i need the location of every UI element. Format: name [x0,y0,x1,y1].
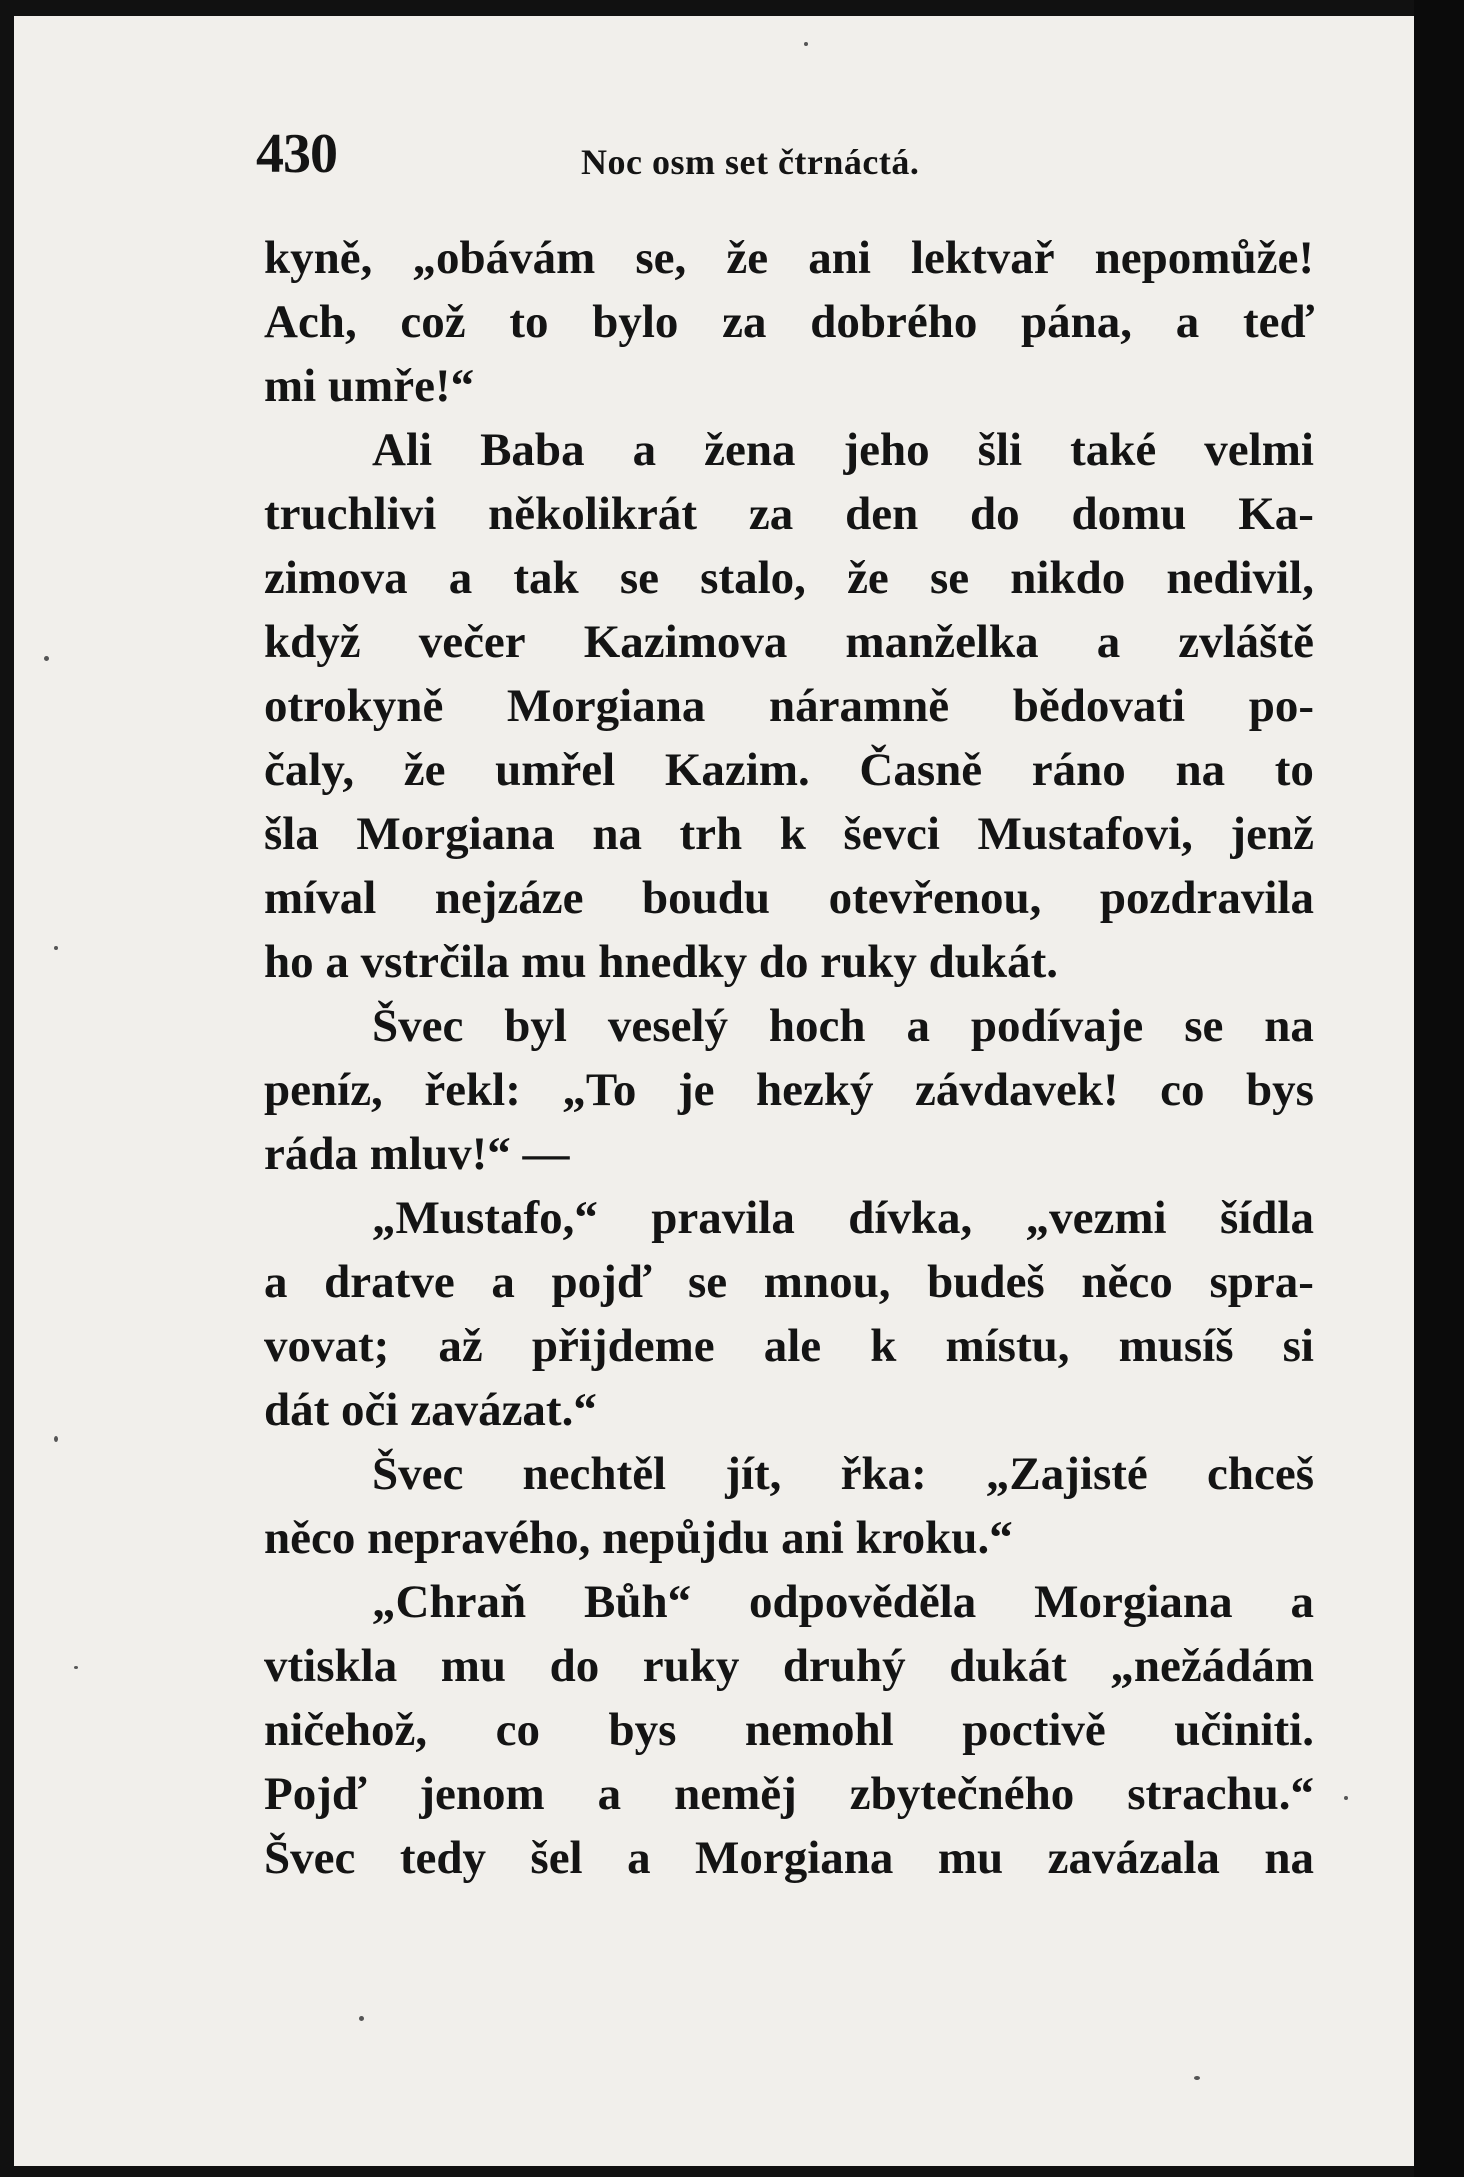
word: čaly, [264,744,355,796]
word: ruky [642,1640,740,1692]
word: nedivil, [1166,552,1314,604]
text-line [264,802,1314,866]
word: že [726,232,769,284]
word: chceš [1206,1448,1314,1500]
word: tedy [399,1832,486,1884]
word: řekl: [424,1064,521,1116]
word: boudu [642,872,771,924]
word: podívaje [970,1000,1144,1052]
text-line [264,290,1314,354]
word: a [1175,296,1200,348]
word: spra- [1209,1256,1314,1308]
word: několikrát [488,488,698,540]
word: si [1282,1320,1314,1372]
word: „obávám [412,232,596,284]
word: a [1096,616,1121,668]
word: se [619,552,659,604]
word: šel [530,1832,583,1884]
word: jenž [1230,808,1314,860]
word: trh [679,808,743,860]
text-line [264,674,1314,738]
word: místu, [945,1320,1070,1372]
paper-speck [359,2016,364,2021]
word: a [597,1768,622,1820]
word: Ali [372,424,433,476]
text-line: mi umře!“ [264,360,475,412]
word: truchlivi [264,488,437,540]
word: otrokyně [264,680,444,732]
word: na [1264,1000,1314,1052]
word: se [1184,1000,1224,1052]
text-line [264,738,1314,802]
word: k [779,808,806,860]
word: na [592,808,642,860]
word: pojď [551,1256,652,1308]
word: zvláště [1178,616,1314,668]
word: strachu.“ [1127,1768,1314,1820]
word: a [448,552,473,604]
paper-speck [804,42,808,46]
text-line [264,1058,1314,1122]
text-line [264,482,1314,546]
word: pravila [651,1192,795,1244]
word: šídla [1219,1192,1314,1244]
word: lektvař [911,232,1055,284]
word: Pojď [264,1768,367,1820]
word: ničehož, [264,1704,428,1756]
paper-speck [1344,1796,1348,1800]
word: až [438,1320,483,1372]
word: dukát [949,1640,1067,1692]
text-line [264,1570,1314,1634]
word: veselý [607,1000,728,1052]
word: „Chraň [372,1576,527,1628]
word: dívka, [848,1192,973,1244]
word: zbytečného [849,1768,1075,1820]
word: zavázala [1047,1832,1220,1884]
word: na [1264,1832,1314,1884]
word: co [495,1704,541,1756]
word: byl [504,1000,567,1052]
text-line [264,418,1314,482]
book-spine-shadow [1414,0,1464,2177]
word: poctivě [962,1704,1106,1756]
word: Morgiana [356,808,555,860]
word: Kazimova [583,616,788,668]
word: neměj [674,1768,797,1820]
word: nechtěl [522,1448,667,1500]
word: se [687,1256,728,1308]
word: to [1274,744,1314,796]
word: umřel [495,744,616,796]
word: zimova [264,552,408,604]
word: a [264,1256,288,1308]
word: mnou, [763,1256,891,1308]
word: jenom [419,1768,545,1820]
word: vovat; [264,1320,390,1372]
word: Švec [264,1832,356,1884]
word: a [491,1256,515,1308]
text-line: ho a vstrčila mu hnedky do ruky dukát. [264,936,1058,988]
word: do [549,1640,600,1692]
text-line [264,1250,1314,1314]
word: Mustafovi, [977,808,1193,860]
word: ševci [843,808,940,860]
text-line: ráda mluv!“ — [264,1128,570,1180]
word: Švec [372,1000,464,1052]
word: když [264,616,361,668]
word: kyně, [264,232,373,284]
word: závdavek! [914,1064,1119,1116]
word: a [1290,1576,1314,1628]
word: vtiskla [264,1640,398,1692]
word: do [970,488,1020,540]
word: „vezmi [1025,1192,1167,1244]
text-line [264,1442,1314,1506]
word: budeš [927,1256,1045,1308]
body-text [264,226,1314,1890]
word: ráno [1031,744,1126,796]
word: „Zajisté [985,1448,1148,1500]
word: také [1070,424,1157,476]
word: nemohl [744,1704,894,1756]
word: Kazim. [664,744,810,796]
word: a [627,1832,651,1884]
word: za [748,488,794,540]
text-line [264,994,1314,1058]
word: dobrého [810,296,978,348]
word: přijdeme [531,1320,715,1372]
word: nepomůže! [1094,232,1314,284]
word: se [929,552,970,604]
word: odpověděla [749,1576,977,1628]
word: po- [1248,680,1314,732]
word: nejzáze [434,872,584,924]
word: pána, [1021,296,1133,348]
word: dratve [324,1256,455,1308]
word: hoch [768,1000,866,1052]
word: den [845,488,919,540]
word: nikdo [1010,552,1126,604]
word: musíš [1118,1320,1234,1372]
word: mu [937,1832,1004,1884]
word: tak [513,552,579,604]
word: Ka- [1238,488,1314,540]
paper-speck [54,946,58,950]
word: manželka [845,616,1039,668]
word: domu [1071,488,1187,540]
word: a [906,1000,930,1052]
word: jeho [843,424,930,476]
text-line [264,1314,1314,1378]
word: což [400,296,466,348]
text-line [264,1762,1314,1826]
text-line [264,1826,1314,1890]
word: za [722,296,767,348]
text-line: něco nepravého, nepůjdu ani kroku.“ [264,1512,1013,1564]
paper-speck [74,1666,78,1669]
paper-speck [44,656,49,661]
running-head: Noc osm set čtrnáctá. [581,142,920,182]
word: Švec [372,1448,464,1500]
word: se, [635,232,687,284]
word: a [632,424,657,476]
word: je [677,1064,715,1116]
word: náramně [768,680,950,732]
word: ani [808,232,871,284]
word: jít, [725,1448,782,1500]
word: Baba [480,424,585,476]
word: řka: [840,1448,927,1500]
page-number: 430 [256,123,337,185]
word: Ach, [264,296,357,348]
text-line [264,1634,1314,1698]
text-line [264,866,1314,930]
word: Morgiana [695,1832,894,1884]
word: míval [264,872,377,924]
word: žena [704,424,796,476]
word: peníz, [264,1064,383,1116]
word: k [870,1320,897,1372]
word: večer [418,616,526,668]
word: Morgiana [1034,1576,1233,1628]
page-header [14,124,1414,194]
word: velmi [1204,424,1314,476]
word: ale [763,1320,822,1372]
word: bědovati [1012,680,1186,732]
word: hezký [755,1064,874,1116]
word: že [403,744,446,796]
word: šla [264,808,319,860]
text-line: dát oči zavázat.“ [264,1384,597,1436]
word: „nežádám [1110,1640,1314,1692]
text-line [264,226,1314,290]
word: pozdravila [1099,872,1314,924]
word: Morgiana [506,680,706,732]
text-line [264,1698,1314,1762]
book-page [14,16,1414,2166]
word: že [847,552,889,604]
word: bylo [592,296,679,348]
paper-speck [1194,2076,1200,2080]
word: Časně [859,744,983,796]
word: Bůh“ [584,1576,692,1628]
text-line [264,610,1314,674]
paper-speck [54,1436,58,1442]
word: „To [562,1064,637,1116]
word: učiniti. [1174,1704,1314,1756]
word: bys [608,1704,677,1756]
word: to [509,296,549,348]
word: co [1160,1064,1205,1116]
text-line [264,1186,1314,1250]
word: mu [440,1640,507,1692]
word: druhý [782,1640,906,1692]
word: stalo, [700,552,806,604]
word: něco [1081,1256,1173,1308]
word: otevřenou, [828,872,1042,924]
word: na [1175,744,1226,796]
word: bys [1245,1064,1314,1116]
word: teď [1242,296,1314,348]
word: „Mustafo,“ [372,1192,598,1244]
word: šli [977,424,1023,476]
text-line [264,546,1314,610]
